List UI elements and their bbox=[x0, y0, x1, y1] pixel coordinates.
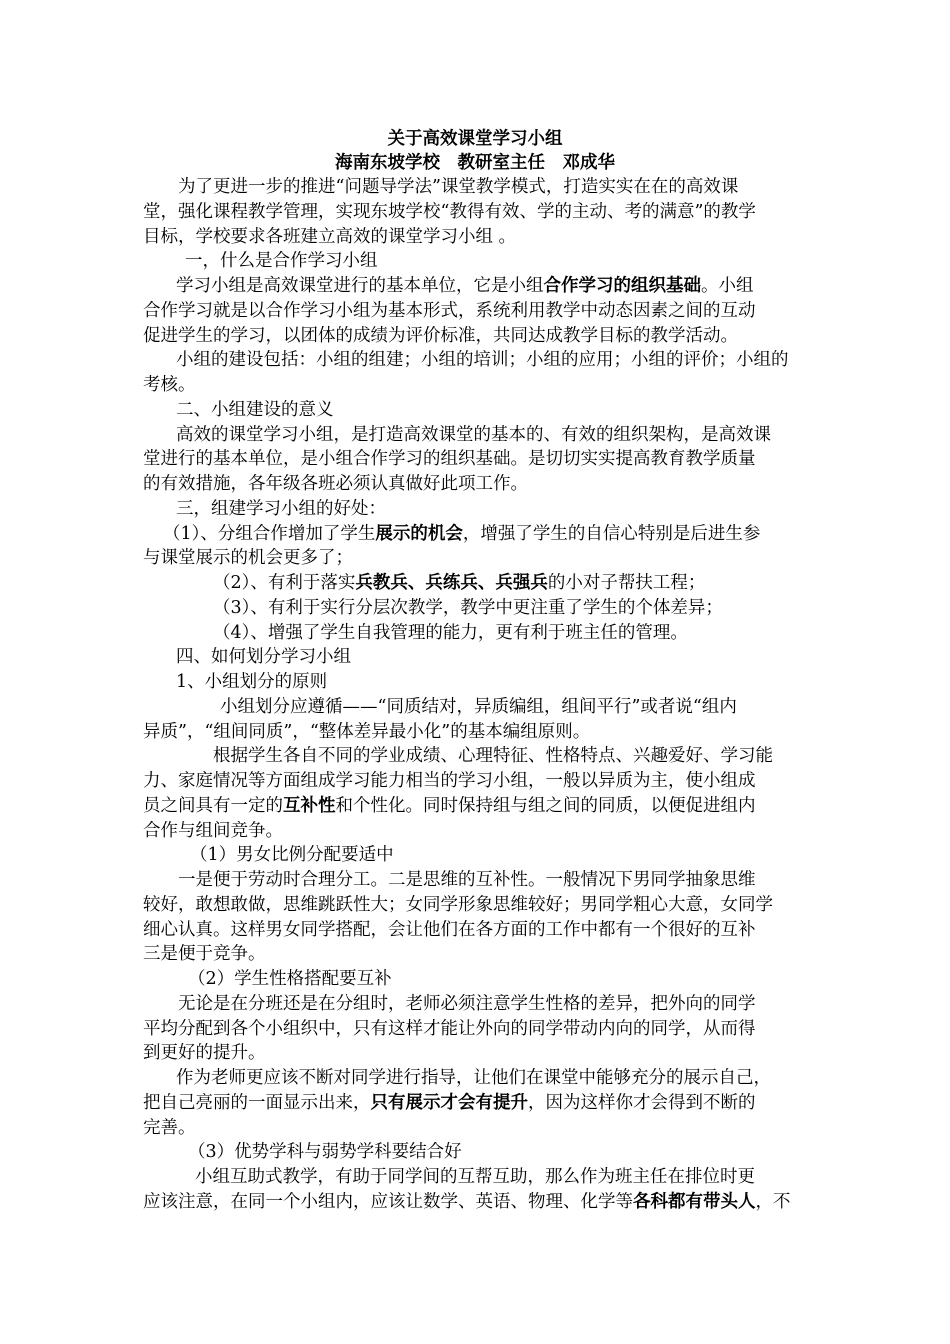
body-line bbox=[143, 299, 813, 323]
body-line bbox=[143, 695, 890, 719]
line-text: （2）学生性格搭配要互补 bbox=[188, 969, 392, 989]
body-line bbox=[143, 1066, 846, 1090]
line-text: 完善。 bbox=[143, 1117, 196, 1138]
line-text-after: 。小组 bbox=[701, 276, 754, 296]
body-line bbox=[143, 274, 846, 298]
body-line bbox=[143, 447, 813, 471]
body-line bbox=[143, 794, 813, 818]
line-text: 员之间具有一定的 bbox=[143, 795, 283, 816]
line-text: （3）、有利于实行分层次教学，教学中更注重了学生的个体差异； bbox=[213, 597, 723, 618]
line-text: 三，组建学习小组的好处： bbox=[176, 498, 386, 519]
line-text: 力、家庭情况等方面组成学习能力相当的学习小组，一般以异质为主，使小组成 bbox=[143, 771, 756, 791]
line-text: 的有效措施，各年级各班必须认真做好此项工作。 bbox=[143, 474, 528, 494]
body-line bbox=[143, 1091, 813, 1115]
line-text: 异质”，“组间同质”，“整体差异最小化”的基本编组原则。 bbox=[143, 721, 591, 742]
body-line bbox=[143, 596, 883, 620]
line-text: 小组划分应遵循——“同质结对，异质编组，组间平行”或者说“组内 bbox=[220, 696, 737, 717]
line-text: 为了更进一步的推进“问题导学法”课堂教学模式，打造实实在在的高效课 bbox=[178, 177, 739, 197]
line-text: （2）、有利于落实 bbox=[213, 573, 356, 593]
body-line bbox=[143, 497, 846, 521]
body-line bbox=[143, 720, 813, 744]
body-line bbox=[143, 373, 813, 397]
line-text: 小组互助式教学，有助于同学间的互帮互助，那么作为班主任在排位时更 bbox=[195, 1167, 755, 1187]
body-line bbox=[143, 967, 858, 991]
body-line bbox=[143, 472, 813, 496]
line-text: 作为老师更应该不断对同学进行指导，让他们在课堂中能够充分的展示自己， bbox=[176, 1068, 771, 1088]
body-line bbox=[143, 621, 883, 645]
line-bold-text: 互补性 bbox=[283, 795, 336, 816]
line-text: 平均分配到各个小组织中，只有这样才能让外向的同学带动内向的同学，从而得 bbox=[143, 1018, 756, 1039]
body-line bbox=[143, 1041, 813, 1065]
body-line bbox=[143, 645, 846, 669]
line-text: 目标，学校要求各班建立高效的课堂学习小组 。 bbox=[143, 226, 517, 247]
body-line bbox=[143, 1140, 858, 1164]
line-text-after: 和个性化。同时保持组与组之间的同质，以便促进组内 bbox=[335, 795, 756, 816]
line-text: 把自己亮丽的一面显示出来， bbox=[143, 1092, 371, 1113]
body-line bbox=[143, 769, 813, 793]
line-text: 根据学生各自不同的学业成绩、心理特征、性格特点、兴趣爱好、学习能 bbox=[213, 746, 773, 767]
body-line bbox=[143, 249, 855, 273]
line-text: 考核。 bbox=[143, 375, 196, 395]
line-text: 一是便于劳动时合理分工。二是思维的互补性。一般情况下男同学抽象思维 bbox=[178, 870, 756, 890]
line-text: 细心认真。这样男女同学搭配，会让他们在各方面的工作中都有一个很好的互补 bbox=[143, 919, 756, 940]
line-text: 堂进行的基本单位，是小组合作学习的组织基础。是切切实实提高教育教学质量 bbox=[143, 449, 756, 470]
body-line bbox=[143, 398, 846, 422]
line-text: 小组的建设包括：小组的组建；小组的培训；小组的应用；小组的评价；小组的 bbox=[176, 350, 789, 371]
line-text-after: ，增强了学生的自信心特别是后进生参 bbox=[462, 523, 761, 544]
line-text: 合作学习就是以合作学习小组为基本形式，系统利用教学中动态因素之间的互动 bbox=[143, 300, 756, 321]
body-line bbox=[143, 744, 883, 768]
line-text: 学习小组是高效课堂进行的基本单位，它是小组 bbox=[176, 276, 544, 296]
line-text: 二、小组建设的意义 bbox=[176, 399, 334, 420]
body-line bbox=[143, 571, 883, 595]
line-text: 促进学生的学习，以团体的成绩为评价标准，共同达成教学目标的教学活动。 bbox=[143, 325, 738, 346]
line-bold-text: 合作学习的组织基础 bbox=[543, 276, 701, 296]
line-text: 较好，敢想敢做，思维跳跃性大；女同学形象思维较好；男同学粗心大意，女同学 bbox=[143, 894, 773, 915]
line-text: （4）、增强了学生自我管理的能力，更有利于班主任的管理。 bbox=[213, 622, 688, 643]
body-line bbox=[143, 348, 846, 372]
line-text: 与课堂展示的机会更多了； bbox=[143, 548, 353, 569]
body-line bbox=[143, 1116, 813, 1140]
line-text: 高效的课堂学习小组，是打造高效课堂的基本的、有效的组织架构，是高效课 bbox=[176, 424, 771, 445]
body-line bbox=[143, 942, 813, 966]
document-title: 关于高效课堂学习小组 bbox=[387, 129, 563, 149]
line-text: 堂，强化课程教学管理，实现东坡学校“教得有效、学的主动、考的满意”的教学 bbox=[143, 201, 756, 222]
line-text: 1、小组划分的原则 bbox=[176, 672, 328, 692]
body-line bbox=[143, 819, 813, 843]
line-text: 到更好的提升。 bbox=[143, 1043, 266, 1064]
body-line bbox=[143, 992, 848, 1016]
line-text: 合作与组间竞争。 bbox=[143, 820, 283, 841]
line-bold-text: 展示的机会 bbox=[375, 523, 463, 544]
body-line bbox=[143, 1017, 813, 1041]
body-line bbox=[143, 225, 813, 249]
body-line bbox=[143, 1165, 865, 1189]
line-text: （3）优势学科与弱势学科要结合好 bbox=[188, 1142, 462, 1163]
line-text: 四、如何划分学习小组 bbox=[176, 647, 351, 668]
body-line bbox=[143, 918, 813, 942]
body-line bbox=[143, 546, 813, 570]
body-line bbox=[143, 843, 860, 867]
body-line bbox=[143, 1190, 813, 1214]
body-line bbox=[143, 175, 848, 199]
document-byline: 海南东坡学校 教研室主任 邓成华 bbox=[335, 153, 615, 173]
line-text: 一，什么是合作学习小组 bbox=[185, 251, 378, 272]
body-line bbox=[143, 868, 848, 892]
line-bold-text: 各科都有带头人 bbox=[633, 1191, 756, 1212]
body-line bbox=[143, 670, 846, 694]
line-text-after: 的小对子帮扶工程； bbox=[547, 573, 706, 593]
body-line bbox=[143, 423, 846, 447]
body-line bbox=[143, 893, 813, 917]
line-bold-text: 兵教兵、兵练兵、兵强兵 bbox=[355, 573, 548, 593]
line-text-after: ，因为这样你才会得到不断的 bbox=[528, 1092, 756, 1113]
line-text: 三是便于竞争。 bbox=[143, 944, 266, 965]
line-text: 无论是在分班还是在分组时，老师必须注意学生性格的差异，把外向的同学 bbox=[178, 993, 756, 1014]
body-line bbox=[143, 522, 833, 546]
line-text: （1）男女比例分配要适中 bbox=[190, 845, 394, 866]
body-line bbox=[143, 324, 813, 348]
line-bold-text: 只有展示才会有提升 bbox=[370, 1092, 528, 1113]
line-text: （1）、分组合作增加了学生 bbox=[163, 523, 376, 544]
body-line bbox=[143, 200, 813, 224]
line-text: 应该注意，在同一个小组内，应该让数学、英语、物理、化学等 bbox=[143, 1191, 633, 1212]
line-text-after: ，不 bbox=[755, 1191, 791, 1212]
